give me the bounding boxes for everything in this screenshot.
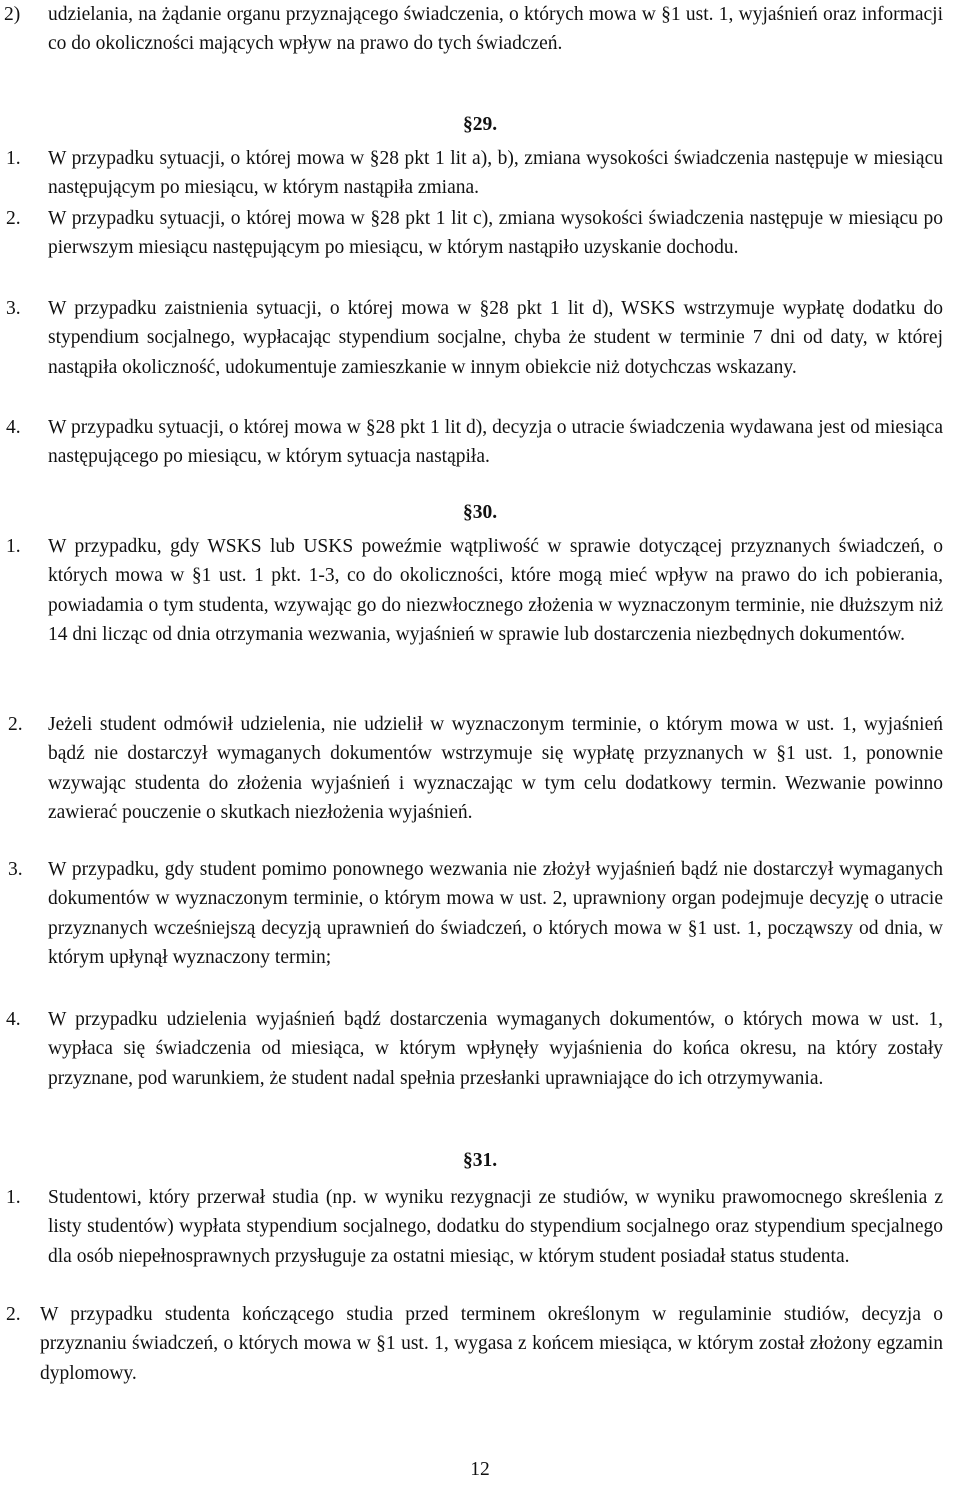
page-number: 12 xyxy=(470,1459,490,1480)
item-text: Studentowi, który przerwał studia (np. w wyniku rezygnacji ze studiów, w wyniku prawomocnego skreślenia z listy studentów) wypłata stypendium socjalnego, dodatku do stypendium socjalnego oraz stypendium specjalnego dla osób niepełnosprawnych przysługuje za ostatni miesiąc, w którym student posiadał status studenta. xyxy=(48,1187,943,1267)
item-text: W przypadku zaistnienia sytuacji, o której mowa w §28 pkt 1 lit d), WSKS wstrzymuje wypłatę dodatku do stypendium socjalnego, wypłacając stypendium socjalne, chyba że student w terminie 7 dni od daty, w której nastąpiła okoliczność, udokumentuje zamieszkanie w innym obiekcie niż dotychczas wskazany. xyxy=(48,298,943,378)
item-number: 2) xyxy=(4,4,21,25)
item-number: 1. xyxy=(6,1187,21,1208)
item-text: W przypadku sytuacji, o której mowa w §28 pkt 1 lit a), b), zmiana wysokości świadczenia następuje w miesiącu następującym po miesiącu, w którym nastąpiła zmiana. xyxy=(48,148,943,199)
section-heading-30: §30. xyxy=(462,502,498,523)
item-number: 4. xyxy=(6,417,21,438)
list-item xyxy=(6,532,943,649)
item-text: W przypadku studenta kończącego studia przed terminem określonym w regulaminie studiów, decyzja o przyznaniu świadczeń, o których mowa w §1 ust. 1, wygasa z końcem miesiąca, w którym został złożony egzamin dyplomowy. xyxy=(40,1304,943,1384)
list-item xyxy=(6,413,943,472)
list-item xyxy=(6,294,943,382)
list-item xyxy=(4,0,943,59)
item-number: 2. xyxy=(8,714,23,735)
item-number: 1. xyxy=(6,148,21,169)
item-text: W przypadku, gdy WSKS lub USKS poweźmie wątpliwość w sprawie dotyczącej przyznanych świadczeń, o których mowa w §1 ust. 1 pkt. 1-3, co do okoliczności, które mogą mieć wpływ na prawo do ich pobierania, powiadamia o tym studenta, wzywając go do niezwłocznego złożenia w wyznaczonym terminie, nie dłuższym niż 14 dni licząc od dnia otrzymania wezwania, wyjaśnień w sprawie lub dostarczenia niezbędnych dokumentów. xyxy=(48,536,943,645)
item-text: W przypadku udzielenia wyjaśnień bądź dostarczenia wymaganych dokumentów, o których mowa w ust. 1, wypłaca się świadczenia od miesiąca, w którym wpłynęły wyjaśnienia do końca okresu, na który zostały przyznane, pod warunkiem, że student nadal spełnia przesłanki uprawniające do ich otrzymywania. xyxy=(48,1009,943,1089)
item-text: W przypadku sytuacji, o której mowa w §28 pkt 1 lit c), zmiana wysokości świadczenia następuje w miesiącu po pierwszym miesiącu następującym po miesiącu, w którym nastąpiło uzyskanie dochodu. xyxy=(48,208,943,259)
item-text: Jeżeli student odmówił udzielenia, nie udzielił w wyznaczonym terminie, o którym mowa w ust. 1, wyjaśnień bądź nie dostarczył wymaganych dokumentów wstrzymuje się wypłatę przyznanych w §1 ust. 1, ponownie wzywając studenta do złożenia wyjaśnień i wyznaczając w tym celu dodatkowy termin. Wezwanie powinno zawierać pouczenie o skutkach niezłożenia wyjaśnień. xyxy=(48,714,943,823)
item-text: udzielania, na żądanie organu przyznającego świadczenia, o których mowa w §1 ust. 1, wyjaśnień oraz informacji co do okoliczności mających wpływ na prawo do tych świadczeń. xyxy=(48,4,943,55)
item-number: 3. xyxy=(6,298,21,319)
list-item xyxy=(8,710,943,827)
item-text: W przypadku sytuacji, o której mowa w §28 pkt 1 lit d), decyzja o utracie świadczenia wydawana jest od miesiąca następującego po miesiącu, w którym sytuacja nastąpiła. xyxy=(48,417,943,468)
list-item xyxy=(6,1300,943,1388)
list-item xyxy=(6,204,943,263)
item-text: W przypadku, gdy student pomimo ponownego wezwania nie złożył wyjaśnień bądź nie dostarczył wymaganych dokumentów w wyznaczonym terminie, o którym mowa w ust. 2, uprawniony organ podejmuje decyzję o utracie przyznanych wcześniejszą decyzją uprawnień do świadczeń, o których mowa w §1 ust. 1, począwszy od dnia, w którym upłynął wyznaczony termin; xyxy=(48,859,943,968)
list-item xyxy=(6,1183,943,1271)
list-item xyxy=(6,144,943,203)
list-item xyxy=(6,1005,943,1093)
section-heading-29: §29. xyxy=(462,114,498,135)
list-item xyxy=(8,855,943,972)
section-heading-31: §31. xyxy=(462,1150,498,1171)
item-number: 1. xyxy=(6,536,21,557)
item-number: 2. xyxy=(6,1304,21,1325)
item-number: 2. xyxy=(6,208,21,229)
item-number: 3. xyxy=(8,859,23,880)
item-number: 4. xyxy=(6,1009,21,1030)
